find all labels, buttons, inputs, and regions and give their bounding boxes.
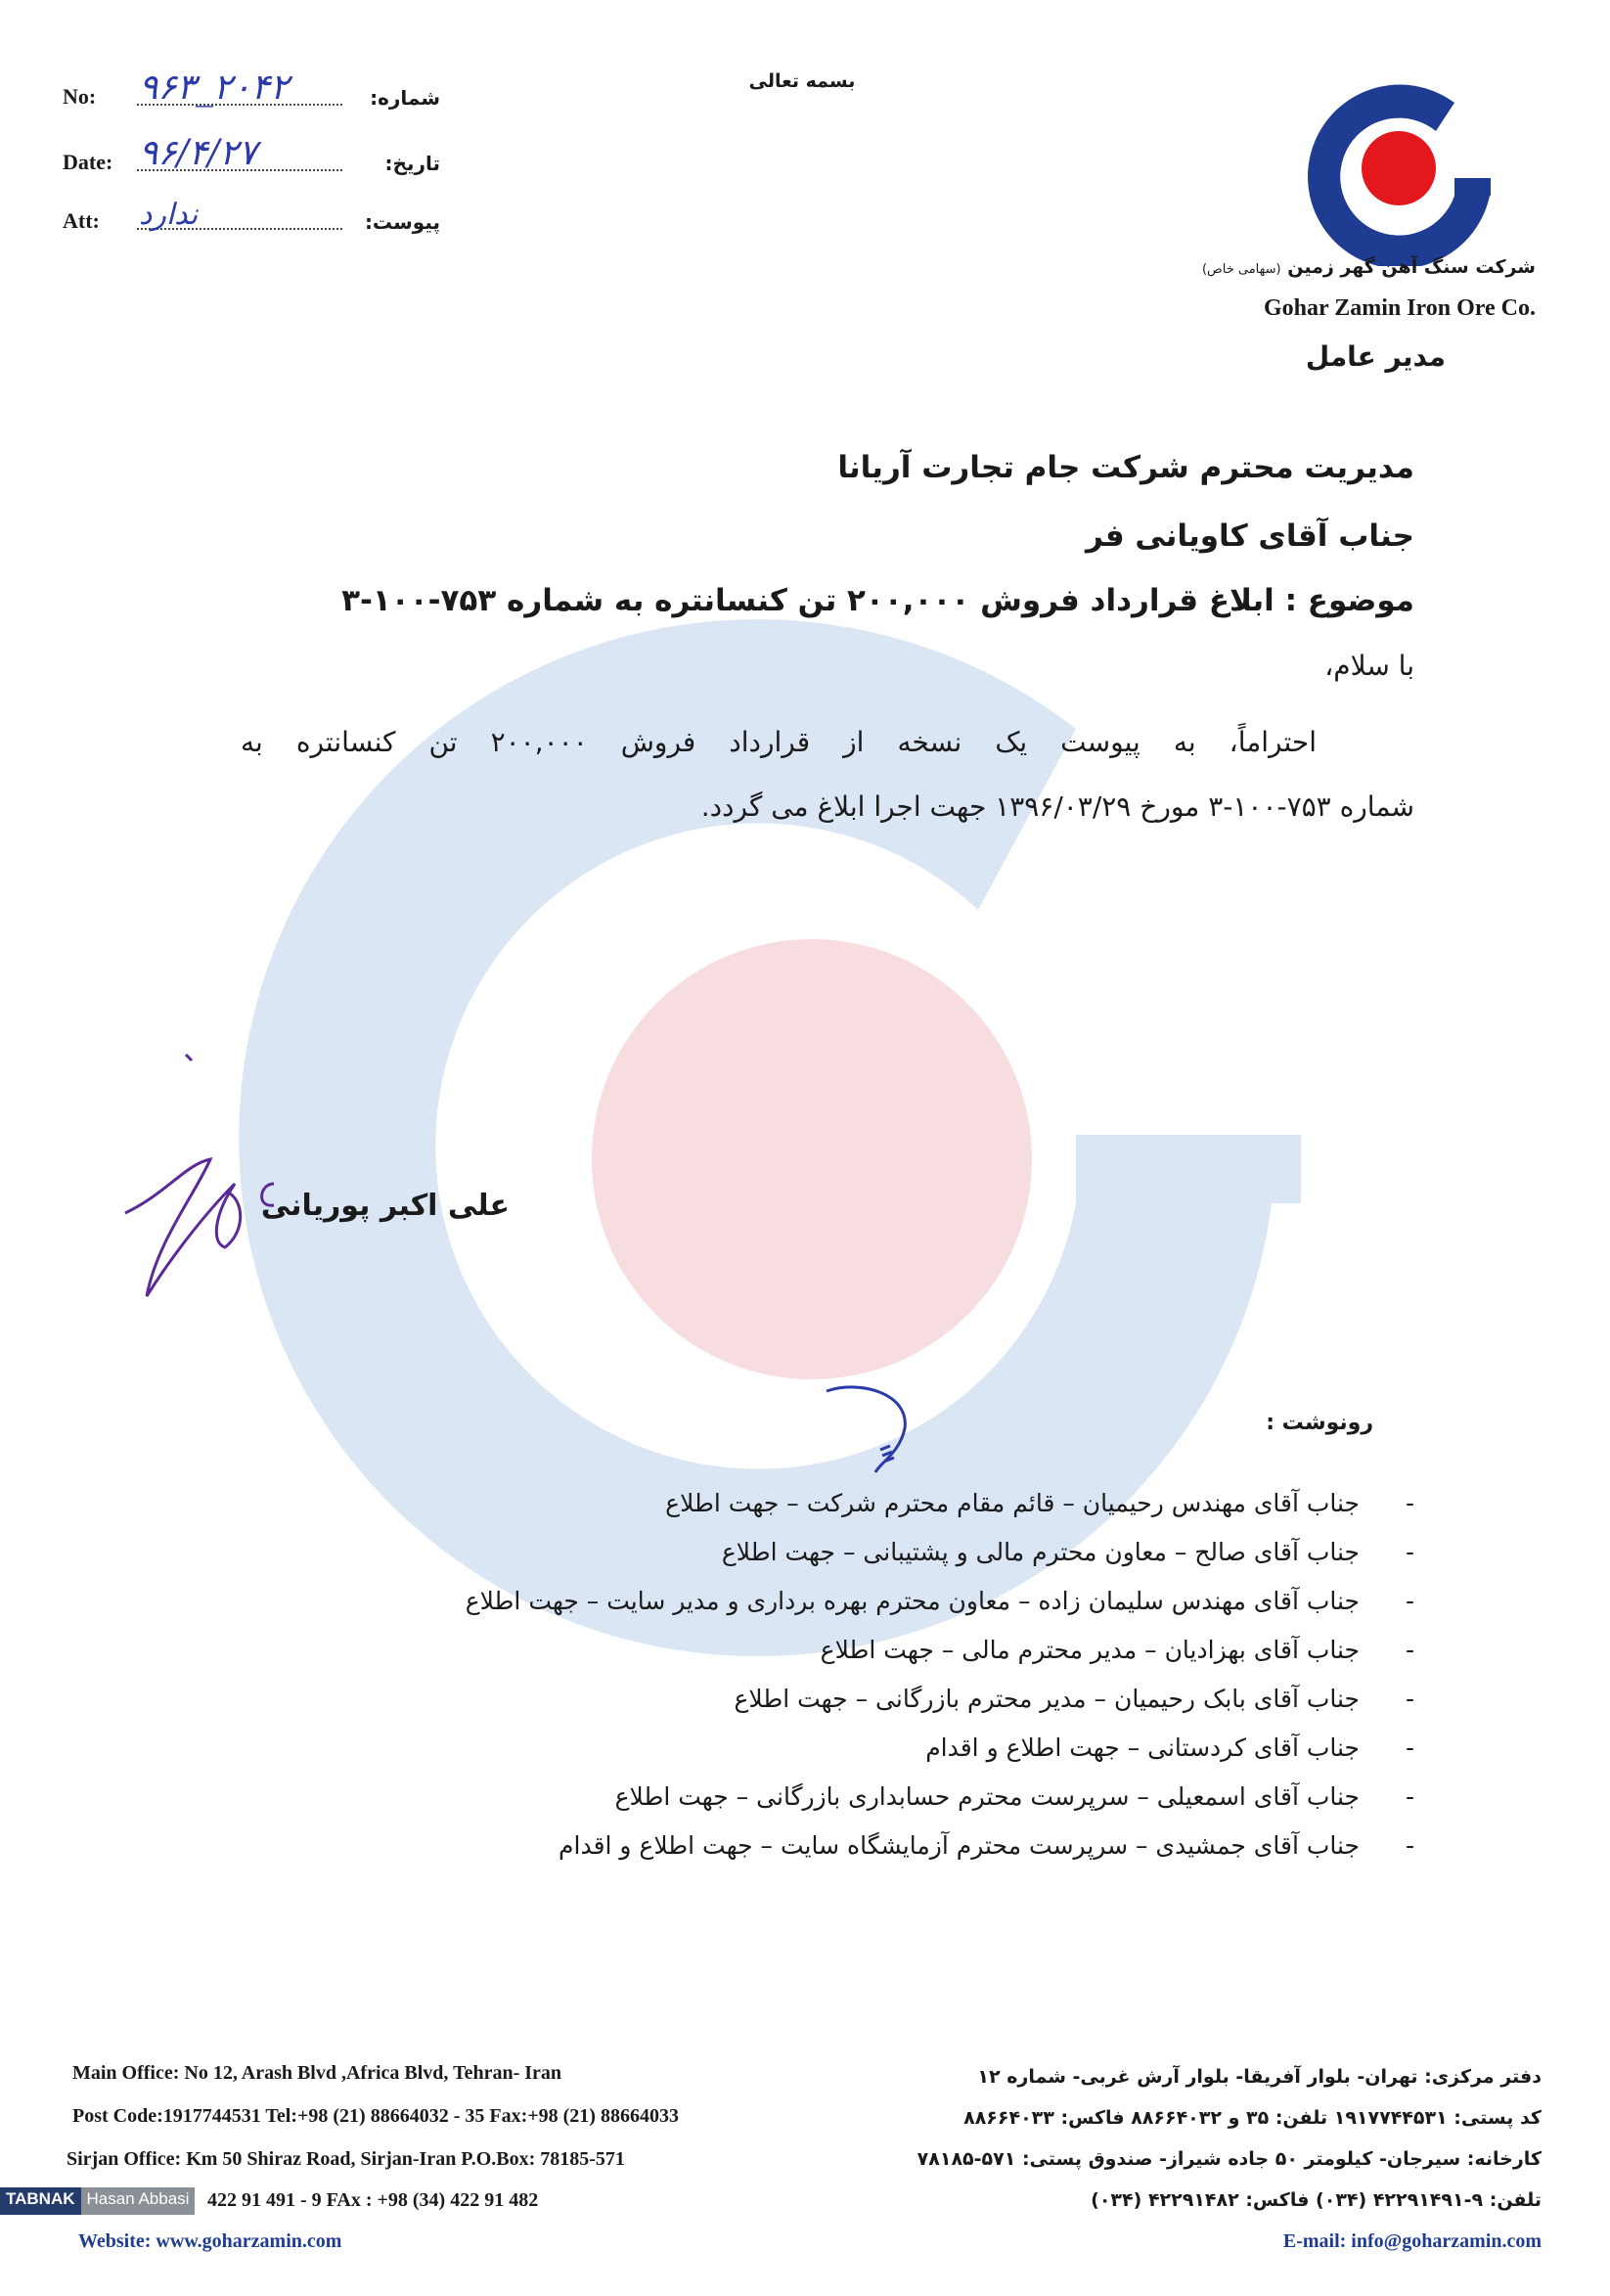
- cc-item: [466, 1822, 1414, 1870]
- number-label-fa: شماره:: [370, 86, 440, 110]
- number-field: [59, 68, 440, 115]
- footer-website-link[interactable]: Website: www.goharzamin.com: [78, 2230, 342, 2252]
- body-paragraph-line-1: احتراماً، به پیوست یک نسخه از قرارداد فروش ۲۰۰,۰۰۰ تن کنسانتره به: [241, 726, 1317, 758]
- cc-bullet: -: [1405, 1587, 1414, 1615]
- cc-item-text: جناب آقای بابک رحیمیان – مدیر محترم بازرگانی – جهت اطلاع: [734, 1685, 1360, 1713]
- cc-bullet: -: [1405, 1538, 1414, 1566]
- cc-bullet: -: [1405, 1489, 1414, 1517]
- footer-sirjan-tel-en: 422 91 491 - 9 FAx : +98 (34) 422 91 482: [207, 2189, 539, 2211]
- cc-bullet: -: [1405, 1685, 1414, 1713]
- cc-item-text: جناب آقای مهندس سلیمان زاده – معاون محترم بهره برداری و مدیر سایت – جهت اطلاع: [465, 1587, 1360, 1615]
- footer-main-office-fa: دفتر مرکزی: تهران- بلوار آفریقا- بلوار آرش غربی- شماره ۱۲: [977, 2066, 1542, 2088]
- cc-item-text: جناب آقای کردستانی – جهت اطلاع و اقدام: [925, 1733, 1360, 1762]
- date-handwritten: ۹۶/۴/۲۷: [139, 133, 257, 173]
- cc-bullet: -: [1405, 1733, 1414, 1762]
- attachment-label-fa: پیوست:: [364, 210, 440, 234]
- cc-bullet: -: [1405, 1636, 1414, 1664]
- source-watermark-tag: [0, 2187, 195, 2215]
- source-author-label: Hasan Abbasi: [81, 2187, 196, 2215]
- cc-item: [466, 1724, 1414, 1773]
- footer-post-code-fa: کد پستی: ۱۹۱۷۷۴۴۵۳۱ تلفن: ۳۵ و ۸۸۶۶۴۰۳۲ فاکس: ۸۸۶۶۴۰۳۳: [963, 2107, 1542, 2129]
- cc-item: [466, 1528, 1414, 1577]
- sender-title: مدیر عامل: [1305, 340, 1446, 373]
- cc-item: [466, 1675, 1414, 1724]
- footer-main-office-en: Main Office: No 12, Arash Blvd ,Africa Blvd, Tehran- Iran: [72, 2062, 562, 2084]
- attention-line: جناب آقای کاویانی فر: [1086, 518, 1414, 554]
- cc-label: رونوشت :: [1266, 1411, 1373, 1435]
- footer-sirjan-office-en: Sirjan Office: Km 50 Shiraz Road, Sirjan-Iran P.O.Box: 78185-571: [67, 2148, 625, 2170]
- footer-email-link[interactable]: E-mail: info@goharzamin.com: [1282, 2230, 1542, 2252]
- cc-bullet: -: [1405, 1782, 1414, 1811]
- number-label-en: No:: [63, 84, 97, 109]
- attachment-field: [59, 198, 440, 240]
- cc-item-text: جناب آقای بهزادیان – مدیر محترم مالی – جهت اطلاع: [820, 1636, 1360, 1664]
- number-handwritten: ۹۶۳_۲۰۴۲: [139, 68, 290, 108]
- date-field: [59, 133, 440, 181]
- bismillah: بسمه تعالی: [748, 70, 856, 92]
- attachment-label-en: Att:: [63, 208, 100, 233]
- company-name-fa-text: شرکت سنگ آهن گهر زمین: [1287, 256, 1536, 278]
- company-name-fa: [1202, 256, 1536, 278]
- date-label-fa: تاریخ:: [384, 152, 440, 175]
- company-name-en: Gohar Zamin Iron Ore Co.: [1263, 295, 1536, 321]
- handwritten-initial-mark: [822, 1379, 939, 1487]
- signature-mark: [117, 1047, 333, 1311]
- date-label-en: Date:: [63, 150, 113, 174]
- recipient-line: مدیریت محترم شرکت جام تجارت آریانا: [837, 450, 1414, 485]
- cc-list: [466, 1479, 1414, 1870]
- footer-tel-fa: تلفن: ۹-۴۲۲۹۱۴۹۱ (۰۳۴) فاکس: ۴۲۲۹۱۴۸۲ (۰۳۴): [1091, 2189, 1542, 2211]
- body-paragraph-line-2: شماره ۷۵۳-۱۰۰-۳ مورخ ۱۳۹۶/۰۳/۲۹ جهت اجرا ابلاغ می گردد.: [700, 790, 1414, 823]
- company-type-fa: (سهامی خاص): [1201, 262, 1281, 277]
- company-logo-icon: [1301, 70, 1497, 266]
- cc-item: [466, 1626, 1414, 1675]
- cc-item: [466, 1577, 1414, 1626]
- attachment-handwritten: ندارد: [139, 198, 199, 232]
- signatory-name: علی اکبر پوریانی: [260, 1189, 510, 1223]
- cc-item-text: جناب آقای صالح – معاون محترم مالی و پشتیبانی – جهت اطلاع: [721, 1538, 1360, 1566]
- cc-item-text: جناب آقای اسمعیلی – سرپرست محترم حسابداری بازرگانی – جهت اطلاع: [614, 1782, 1360, 1811]
- greeting: با سلام،: [1324, 650, 1414, 682]
- cc-item-text: جناب آقای مهندس رحیمیان – قائم مقام محترم شرکت – جهت اطلاع: [665, 1489, 1360, 1517]
- cc-item: [466, 1479, 1414, 1528]
- footer-factory-fa: کارخانه: سیرجان- کیلومتر ۵۰ جاده شیراز- صندوق پستی: ۵۷۱-۷۸۱۸۵: [917, 2148, 1542, 2170]
- footer-post-code-en: Post Code:1917744531 Tel:+98 (21) 88664032 - 35 Fax:+98 (21) 88664033: [72, 2105, 679, 2127]
- cc-item: [466, 1773, 1414, 1822]
- cc-item-text: جناب آقای جمشیدی – سرپرست محترم آزمایشگاه سایت – جهت اطلاع و اقدام: [559, 1831, 1360, 1860]
- source-site-label: TABNAK: [0, 2187, 81, 2215]
- cc-bullet: -: [1405, 1831, 1414, 1860]
- subject-line: موضوع : ابلاغ قرارداد فروش ۲۰۰,۰۰۰ تن کنسانتره به شماره ۷۵۳-۱۰۰-۳: [341, 583, 1414, 618]
